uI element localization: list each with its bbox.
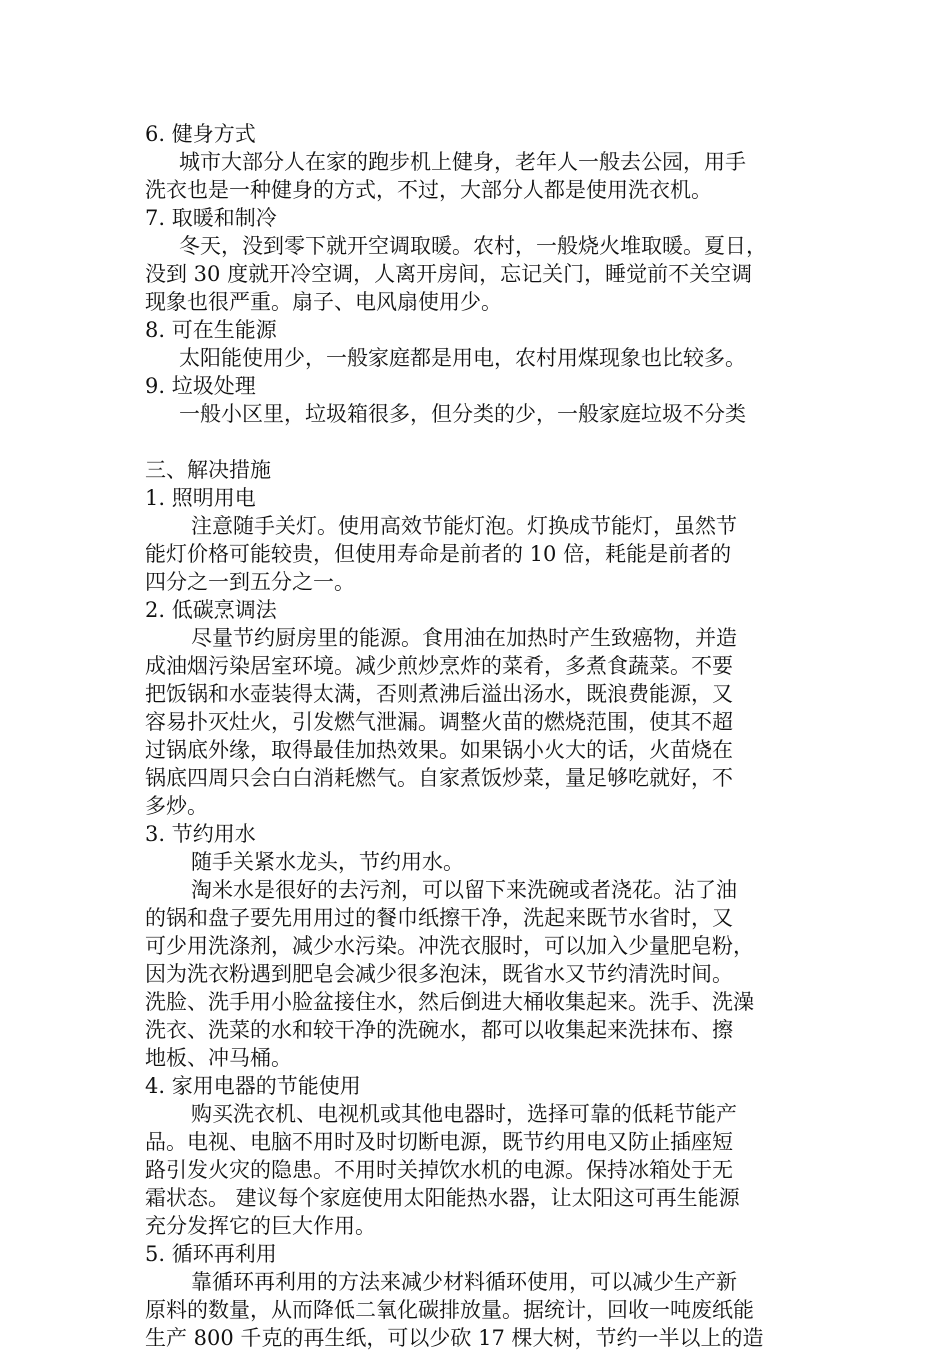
heading-fitness: 6. 健身方式 xyxy=(145,122,256,146)
paragraph-line: 容易扑灭灶火，引发燃气泄漏。调整火苗的燃烧范围，使其不超 xyxy=(145,710,733,734)
paragraph-line: 品。电视、电脑不用时及时切断电源，既节约用电又防止插座短 xyxy=(145,1130,733,1154)
para-recycling xyxy=(145,1268,811,1352)
heading-save-water: 3. 节约用水 xyxy=(145,822,256,846)
para-heating-cooling xyxy=(145,232,811,316)
paragraph-line: 没到 30 度就开冷空调，人离开房间，忘记关门，睡觉前不关空调 xyxy=(145,262,753,286)
paragraph-line: 原料的数量，从而降低二氧化碳排放量。据统计，回收一吨废纸能 xyxy=(145,1298,754,1322)
paragraph-line: 锅底四周只会白白消耗燃气。自家煮饭炒菜，量足够吃就好，不 xyxy=(145,766,733,790)
para-garbage xyxy=(145,400,811,428)
paragraph-line: 可少用洗涤剂，减少水污染。冲洗衣服时，可以加入少量肥皂粉， xyxy=(145,934,754,958)
paragraph-line: 把饭锅和水壶装得太满，否则煮沸后溢出汤水，既浪费能源，又 xyxy=(145,682,733,706)
paragraph-line: 生产 800 千克的再生纸，可以少砍 17 棵大树，节约一半以上的造 xyxy=(145,1326,764,1350)
heading-lighting: 1. 照明用电 xyxy=(145,486,256,510)
paragraph-line: 霜状态。 建议每个家庭使用太阳能热水器，让太阳这可再生能源 xyxy=(145,1186,740,1210)
paragraph-line: 购买洗衣机、电视机或其他电器时，选择可靠的低耗节能产 xyxy=(191,1102,737,1126)
heading-appliances: 4. 家用电器的节能使用 xyxy=(145,1074,361,1098)
para-save-water-1 xyxy=(145,848,811,876)
para-renewable xyxy=(145,344,811,372)
paragraph-line: 洗脸、洗手用小脸盆接住水，然后倒进大桶收集起来。洗手、洗澡 xyxy=(145,990,754,1014)
blank-line xyxy=(145,428,811,456)
section-solutions-title: 三、解决措施 xyxy=(145,458,271,482)
paragraph-line: 能灯价格可能较贵，但使用寿命是前者的 10 倍，耗能是前者的 xyxy=(145,542,732,566)
paragraph-line: 冬天，没到零下就开空调取暖。农村，一般烧火堆取暖。夏日， xyxy=(179,234,767,258)
heading-recycling: 5. 循环再利用 xyxy=(145,1242,277,1266)
paragraph-line: 靠循环再利用的方法来减少材料循环使用，可以减少生产新 xyxy=(191,1270,737,1294)
paragraph-line: 城市大部分人在家的跑步机上健身，老年人一般去公园，用手 xyxy=(179,150,746,174)
paragraph-line: 淘米水是很好的去污剂，可以留下来洗碗或者浇花。沾了油 xyxy=(191,878,737,902)
para-low-carbon-cooking xyxy=(145,624,811,820)
paragraph-line: 注意随手关灯。使用高效节能灯泡。灯换成节能灯，虽然节 xyxy=(191,514,737,538)
heading-renewable: 8. 可在生能源 xyxy=(145,318,277,342)
paragraph-line: 路引发火灾的隐患。不用时关掉饮水机的电源。保持冰箱处于无 xyxy=(145,1158,733,1182)
paragraph-line: 洗衣、洗菜的水和较干净的洗碗水，都可以收集起来洗抹布、擦 xyxy=(145,1018,733,1042)
document-page xyxy=(145,120,811,1352)
paragraph-line: 太阳能使用少，一般家庭都是用电，农村用煤现象也比较多。 xyxy=(179,346,746,370)
para-fitness xyxy=(145,148,811,204)
paragraph-line: 四分之一到五分之一。 xyxy=(145,570,355,594)
paragraph-line: 洗衣也是一种健身的方式，不过，大部分人都是使用洗衣机。 xyxy=(145,178,712,202)
heading-heating-cooling: 7. 取暖和制冷 xyxy=(145,206,277,230)
paragraph-line: 随手关紧水龙头，节约用水。 xyxy=(191,850,464,874)
paragraph-line: 因为洗衣粉遇到肥皂会减少很多泡沫，既省水又节约清洗时间。 xyxy=(145,962,733,986)
paragraph-line: 地板、冲马桶。 xyxy=(145,1046,292,1070)
para-lighting xyxy=(145,512,811,596)
paragraph-line: 过锅底外缘，取得最佳加热效果。如果锅小火大的话，火苗烧在 xyxy=(145,738,733,762)
paragraph-line: 一般小区里，垃圾箱很多，但分类的少，一般家庭垃圾不分类 xyxy=(179,402,746,426)
para-save-water-2 xyxy=(145,876,811,1072)
paragraph-line: 尽量节约厨房里的能源。食用油在加热时产生致癌物，并造 xyxy=(191,626,737,650)
paragraph-line: 充分发挥它的巨大作用。 xyxy=(145,1214,376,1238)
paragraph-line: 多炒。 xyxy=(145,794,208,818)
paragraph-line: 成油烟污染居室环境。减少煎炒烹炸的菜肴，多煮食蔬菜。不要 xyxy=(145,654,733,678)
heading-low-carbon-cooking: 2. 低碳烹调法 xyxy=(145,598,277,622)
paragraph-line: 的锅和盘子要先用用过的餐巾纸擦干净，洗起来既节水省时，又 xyxy=(145,906,733,930)
heading-garbage: 9. 垃圾处理 xyxy=(145,374,256,398)
para-appliances xyxy=(145,1100,811,1240)
paragraph-line: 现象也很严重。扇子、电风扇使用少。 xyxy=(145,290,502,314)
